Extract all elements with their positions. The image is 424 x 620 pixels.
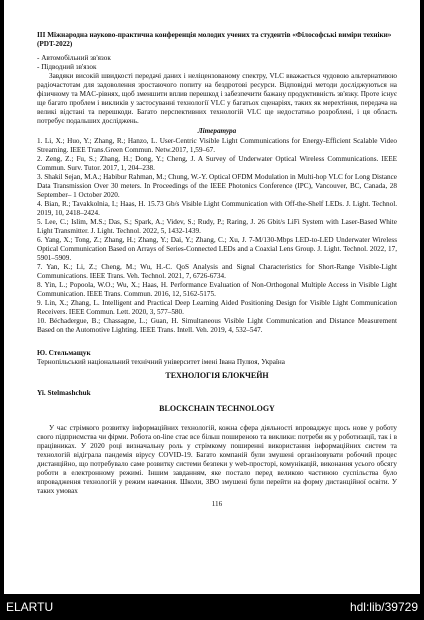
reference-item: 5. Lee, C.; Islim, M.S.; Das, S.; Spark, A.; Videv, S.; Rudy, P.; Raring, J. 26 Gbit/s LiFi System with Laser-Based White Light Transmitter. J. Light. Technol. 2022, 5, 1432-1439. <box>37 218 397 235</box>
reference-list <box>37 137 397 335</box>
conference-header: III Міжнародна науково-практична конференція молодих учених та студентів «Філософські виміри техніки» (PDT-2022) <box>37 31 392 48</box>
bullet-item: - Автомобільний зв'язок <box>37 54 111 62</box>
bullet-item: - Підводний зв'язок <box>37 63 97 71</box>
article-title-ua: ТЕХНОЛОГІЯ БЛОКЧЕЙН <box>165 371 269 380</box>
document-page <box>4 0 420 594</box>
page-content <box>37 31 397 509</box>
affiliation: Тернопільський національний технічний університет імені Івана Пулюя, Україна <box>37 358 285 366</box>
reference-item: 7. Yan, K.; Li, Z.; Cheng, M.; Wu, H.-C. QoS Analysis and Signal Characteristics for Short-Range Visible-Light Communications. IEEE Trans. Veh. Technol. 2021, 7, 6726-6734. <box>37 263 397 280</box>
reference-item: 9. Lin, X.; Zhang, L. Intelligent and Practical Deep Learning Aided Positioning Design for Visible Light Communication Receivers. IEEE Commun. Lett. 2020, 3, 577–580. <box>37 299 397 316</box>
viewer-footer-bar <box>0 594 424 620</box>
intro-paragraph: Завдяки високій швидкості передачі даних і неліцензованому спектру, VLC вважається чудовою альтернативою радіочастотам для задоволення зростаючого попиту на бездротові ресурси. Відповідні методи досліджуються на фізичному та MAC-рівнях, щоб зменшити вплив перешкод і забезпечити бажану продуктивність зв'язку. Проте існує ще багато проблем і викликів у застосуванні технології VLC у багатьох сценаріях, таких як мерехтіння, передача на великі відстані та перешкоди. Багато перспективних технологій VLC ще недостатньо розроблені, і ця область потребує подальших досліджень. <box>37 72 397 125</box>
reference-item: 2. Zeng, Z.; Fu, S.; Zhang, H.; Dong, Y.; Cheng, J. A Survey of Underwater Optical Wireless Communications. IEEE Commun. Surv. Tutor. 2017, 1, 204–238. <box>37 155 397 172</box>
article-title-en: BLOCKCHAIN TECHNOLOGY <box>159 404 275 413</box>
author-ua: Ю. Стельмащук <box>37 349 91 357</box>
literature-title: Література <box>197 127 237 135</box>
reference-item: 4. Bian, R.; Tavakkolnia, I.; Haas, H. 15.73 Gb/s Visible Light Communication with Off-the-Shelf LEDs. J. Light. Technol. 2019, 10, 2418–2424. <box>37 200 397 217</box>
repository-label: ELARTU <box>6 600 54 614</box>
author-en: Yi. Stelmashchuk <box>37 389 91 397</box>
body-paragraph: У час стрімкого розвитку інформаційних технологій, кожна сфера діяльності впроваджує щось нове у роботу свого підприємства чи фірми. Робота on-line стає все більш поширеною та виклики: потреби як у роботизації, так і в працівниках. У 2020 році визначальну роль у стрімкому поширенні використання інформаційних систем та технологій відіграла пандемія вірусу COVID-19. Багато компаній були змушені організовувати робочий процес дистанційно, що потребувало саме розвитку системи безпеки у web-просторі, комунікацій, виконання усього обсягу роботи в електронному режимі. Іншим завданням, яке постало перед великою частиною суспільства було впровадження технологій у режим навчання. Школи, ЗВО змушені були перейти на форму дистанційної освіти. У таких умовах <box>37 424 397 495</box>
reference-item: 6. Yang, X.; Tong, Z.; Zhang, H.; Zhang, Y.; Dai, Y.; Zhang, C.; Xu, J. 7-M/130-Mbps LED-to-LED Underwater Wireless Optical Communication Based on Arrays of Series-Connected LEDs and a Coaxial Lens Group. J. Light. Technol. 2022, 17, 5901–5909. <box>37 236 397 262</box>
reference-item: 10. Béchadergue, B.; Chassagne, L.; Guan, H. Simultaneous Visible Light Communication and Distance Measurement Based on the Automotive Lighting. IEEE Trans. Intell. Veh. 2019, 4, 532–547. <box>37 317 397 334</box>
reference-item: 1. Li, X.; Huo, Y.; Zhang, R.; Hanzo, L. User-Centric Visible Light Communications for Energy-Efficient Scalable Video Streaming. IEEE Trans.Green Commun. Netw.2017, 1,59–67. <box>37 137 397 154</box>
page-number: 116 <box>211 500 223 508</box>
handle-label: hdl:lib/39729 <box>349 600 418 614</box>
reference-item: 3. Shakil Sejan, M.A.; Habibur Rahman, M.; Chung, W.-Y. Optical OFDM Modulation in Multi-hop VLC for Long Distance Data Transmission Over 30 meters. In Proceedings of the IEEE Photonics Conference (IPC), Vancouver, BC, Canada, 28 September– 1 October 2020. <box>37 173 397 199</box>
reference-item: 8. Yin, L.; Popoola, W.O.; Wu, X.; Haas, H. Performance Evaluation of Non-Orthogonal Multiple Access in Visible Light Communication. IEEE Trans. Commun. 2016, 12, 5162-5175. <box>37 281 397 298</box>
